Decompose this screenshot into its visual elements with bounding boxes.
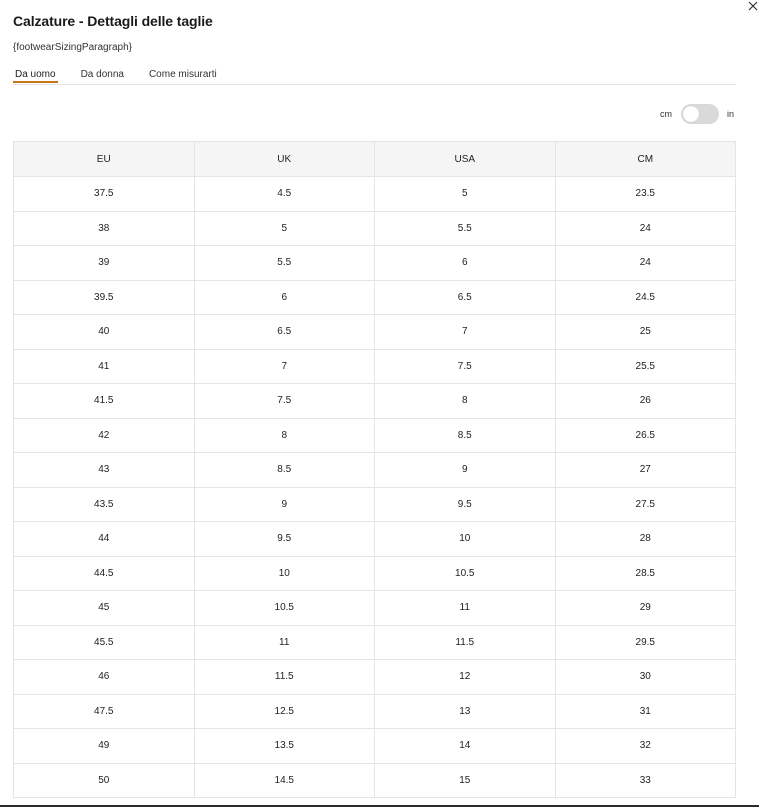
cell-eu: 45: [14, 591, 195, 626]
cell-usa: 9: [375, 453, 556, 488]
cell-uk: 7: [194, 349, 375, 384]
header-uk: UK: [194, 142, 375, 177]
cell-usa: 10.5: [375, 556, 556, 591]
cell-uk: 11.5: [194, 660, 375, 695]
cell-eu: 44: [14, 522, 195, 557]
cell-cm: 33: [555, 763, 736, 798]
tab-da-donna[interactable]: Da donna: [80, 69, 124, 80]
table-row: [14, 280, 736, 315]
cell-cm: 29: [555, 591, 736, 626]
table-row: [14, 763, 736, 798]
table-row: [14, 315, 736, 350]
cell-usa: 13: [375, 694, 556, 729]
cell-usa: 14: [375, 729, 556, 764]
cell-uk: 7.5: [194, 384, 375, 419]
cell-eu: 41.5: [14, 384, 195, 419]
cell-uk: 5.5: [194, 246, 375, 281]
cell-uk: 12.5: [194, 694, 375, 729]
table-row: [14, 349, 736, 384]
cell-cm: 28.5: [555, 556, 736, 591]
cell-uk: 11: [194, 625, 375, 660]
cell-eu: 39.5: [14, 280, 195, 315]
cell-uk: 9: [194, 487, 375, 522]
cell-cm: 30: [555, 660, 736, 695]
table-row: [14, 522, 736, 557]
cell-uk: 6.5: [194, 315, 375, 350]
dialog-subtitle: {footwearSizingParagraph}: [13, 42, 132, 53]
cell-cm: 32: [555, 729, 736, 764]
table-row: [14, 487, 736, 522]
cell-eu: 47.5: [14, 694, 195, 729]
cell-eu: 43.5: [14, 487, 195, 522]
cell-cm: 24.5: [555, 280, 736, 315]
cell-eu: 41: [14, 349, 195, 384]
table-row: [14, 418, 736, 453]
table-row: [14, 556, 736, 591]
cell-eu: 42: [14, 418, 195, 453]
table-row: [14, 694, 736, 729]
cell-usa: 8: [375, 384, 556, 419]
size-table: [13, 141, 736, 798]
size-tabs: [13, 66, 736, 85]
cell-eu: 38: [14, 211, 195, 246]
unit-toggle: [660, 103, 734, 125]
cell-uk: 10.5: [194, 591, 375, 626]
unit-label-cm: cm: [660, 109, 672, 119]
cell-uk: 9.5: [194, 522, 375, 557]
cell-uk: 6: [194, 280, 375, 315]
cell-uk: 13.5: [194, 729, 375, 764]
unit-label-in: in: [727, 109, 735, 119]
cell-uk: 8: [194, 418, 375, 453]
table-row: [14, 211, 736, 246]
dialog-title: Calzature - Dettagli delle taglie: [13, 13, 213, 29]
cell-usa: 10: [375, 522, 556, 557]
table-row: [14, 625, 736, 660]
cell-usa: 12: [375, 660, 556, 695]
cell-cm: 27: [555, 453, 736, 488]
cell-eu: 44.5: [14, 556, 195, 591]
cell-cm: 29.5: [555, 625, 736, 660]
table-row: [14, 660, 736, 695]
cell-cm: 25.5: [555, 349, 736, 384]
cell-usa: 11: [375, 591, 556, 626]
header-eu: EU: [14, 142, 195, 177]
cell-cm: 28: [555, 522, 736, 557]
table-row: [14, 384, 736, 419]
cell-usa: 15: [375, 763, 556, 798]
cell-eu: 37.5: [14, 177, 195, 212]
cell-cm: 24: [555, 246, 736, 281]
cell-cm: 23.5: [555, 177, 736, 212]
cell-usa: 5.5: [375, 211, 556, 246]
cell-uk: 8.5: [194, 453, 375, 488]
unit-switch-knob: [683, 106, 699, 122]
unit-switch[interactable]: [681, 104, 719, 124]
header-cm: CM: [555, 142, 736, 177]
cell-usa: 7.5: [375, 349, 556, 384]
cell-uk: 5: [194, 211, 375, 246]
tab-da-uomo[interactable]: Da uomo: [13, 66, 58, 83]
cell-eu: 45.5: [14, 625, 195, 660]
cell-eu: 46: [14, 660, 195, 695]
cell-cm: 31: [555, 694, 736, 729]
table-row: [14, 246, 736, 281]
cell-usa: 5: [375, 177, 556, 212]
cell-usa: 7: [375, 315, 556, 350]
close-icon: [746, 0, 759, 13]
cell-cm: 27.5: [555, 487, 736, 522]
cell-eu: 49: [14, 729, 195, 764]
cell-cm: 26: [555, 384, 736, 419]
table-row: [14, 453, 736, 488]
table-header-row: [14, 142, 736, 177]
close-button[interactable]: [746, 0, 759, 13]
cell-usa: 6: [375, 246, 556, 281]
cell-eu: 50: [14, 763, 195, 798]
cell-eu: 39: [14, 246, 195, 281]
cell-cm: 25: [555, 315, 736, 350]
cell-eu: 40: [14, 315, 195, 350]
cell-uk: 10: [194, 556, 375, 591]
table-row: [14, 177, 736, 212]
cell-usa: 9.5: [375, 487, 556, 522]
cell-usa: 6.5: [375, 280, 556, 315]
cell-uk: 14.5: [194, 763, 375, 798]
table-row: [14, 591, 736, 626]
cell-eu: 43: [14, 453, 195, 488]
header-usa: USA: [375, 142, 556, 177]
cell-cm: 26.5: [555, 418, 736, 453]
table-body: [14, 177, 736, 798]
cell-uk: 4.5: [194, 177, 375, 212]
cell-usa: 8.5: [375, 418, 556, 453]
table-row: [14, 729, 736, 764]
cell-cm: 24: [555, 211, 736, 246]
cell-usa: 11.5: [375, 625, 556, 660]
tab-come-misurarti[interactable]: Come misurarti: [148, 69, 217, 80]
